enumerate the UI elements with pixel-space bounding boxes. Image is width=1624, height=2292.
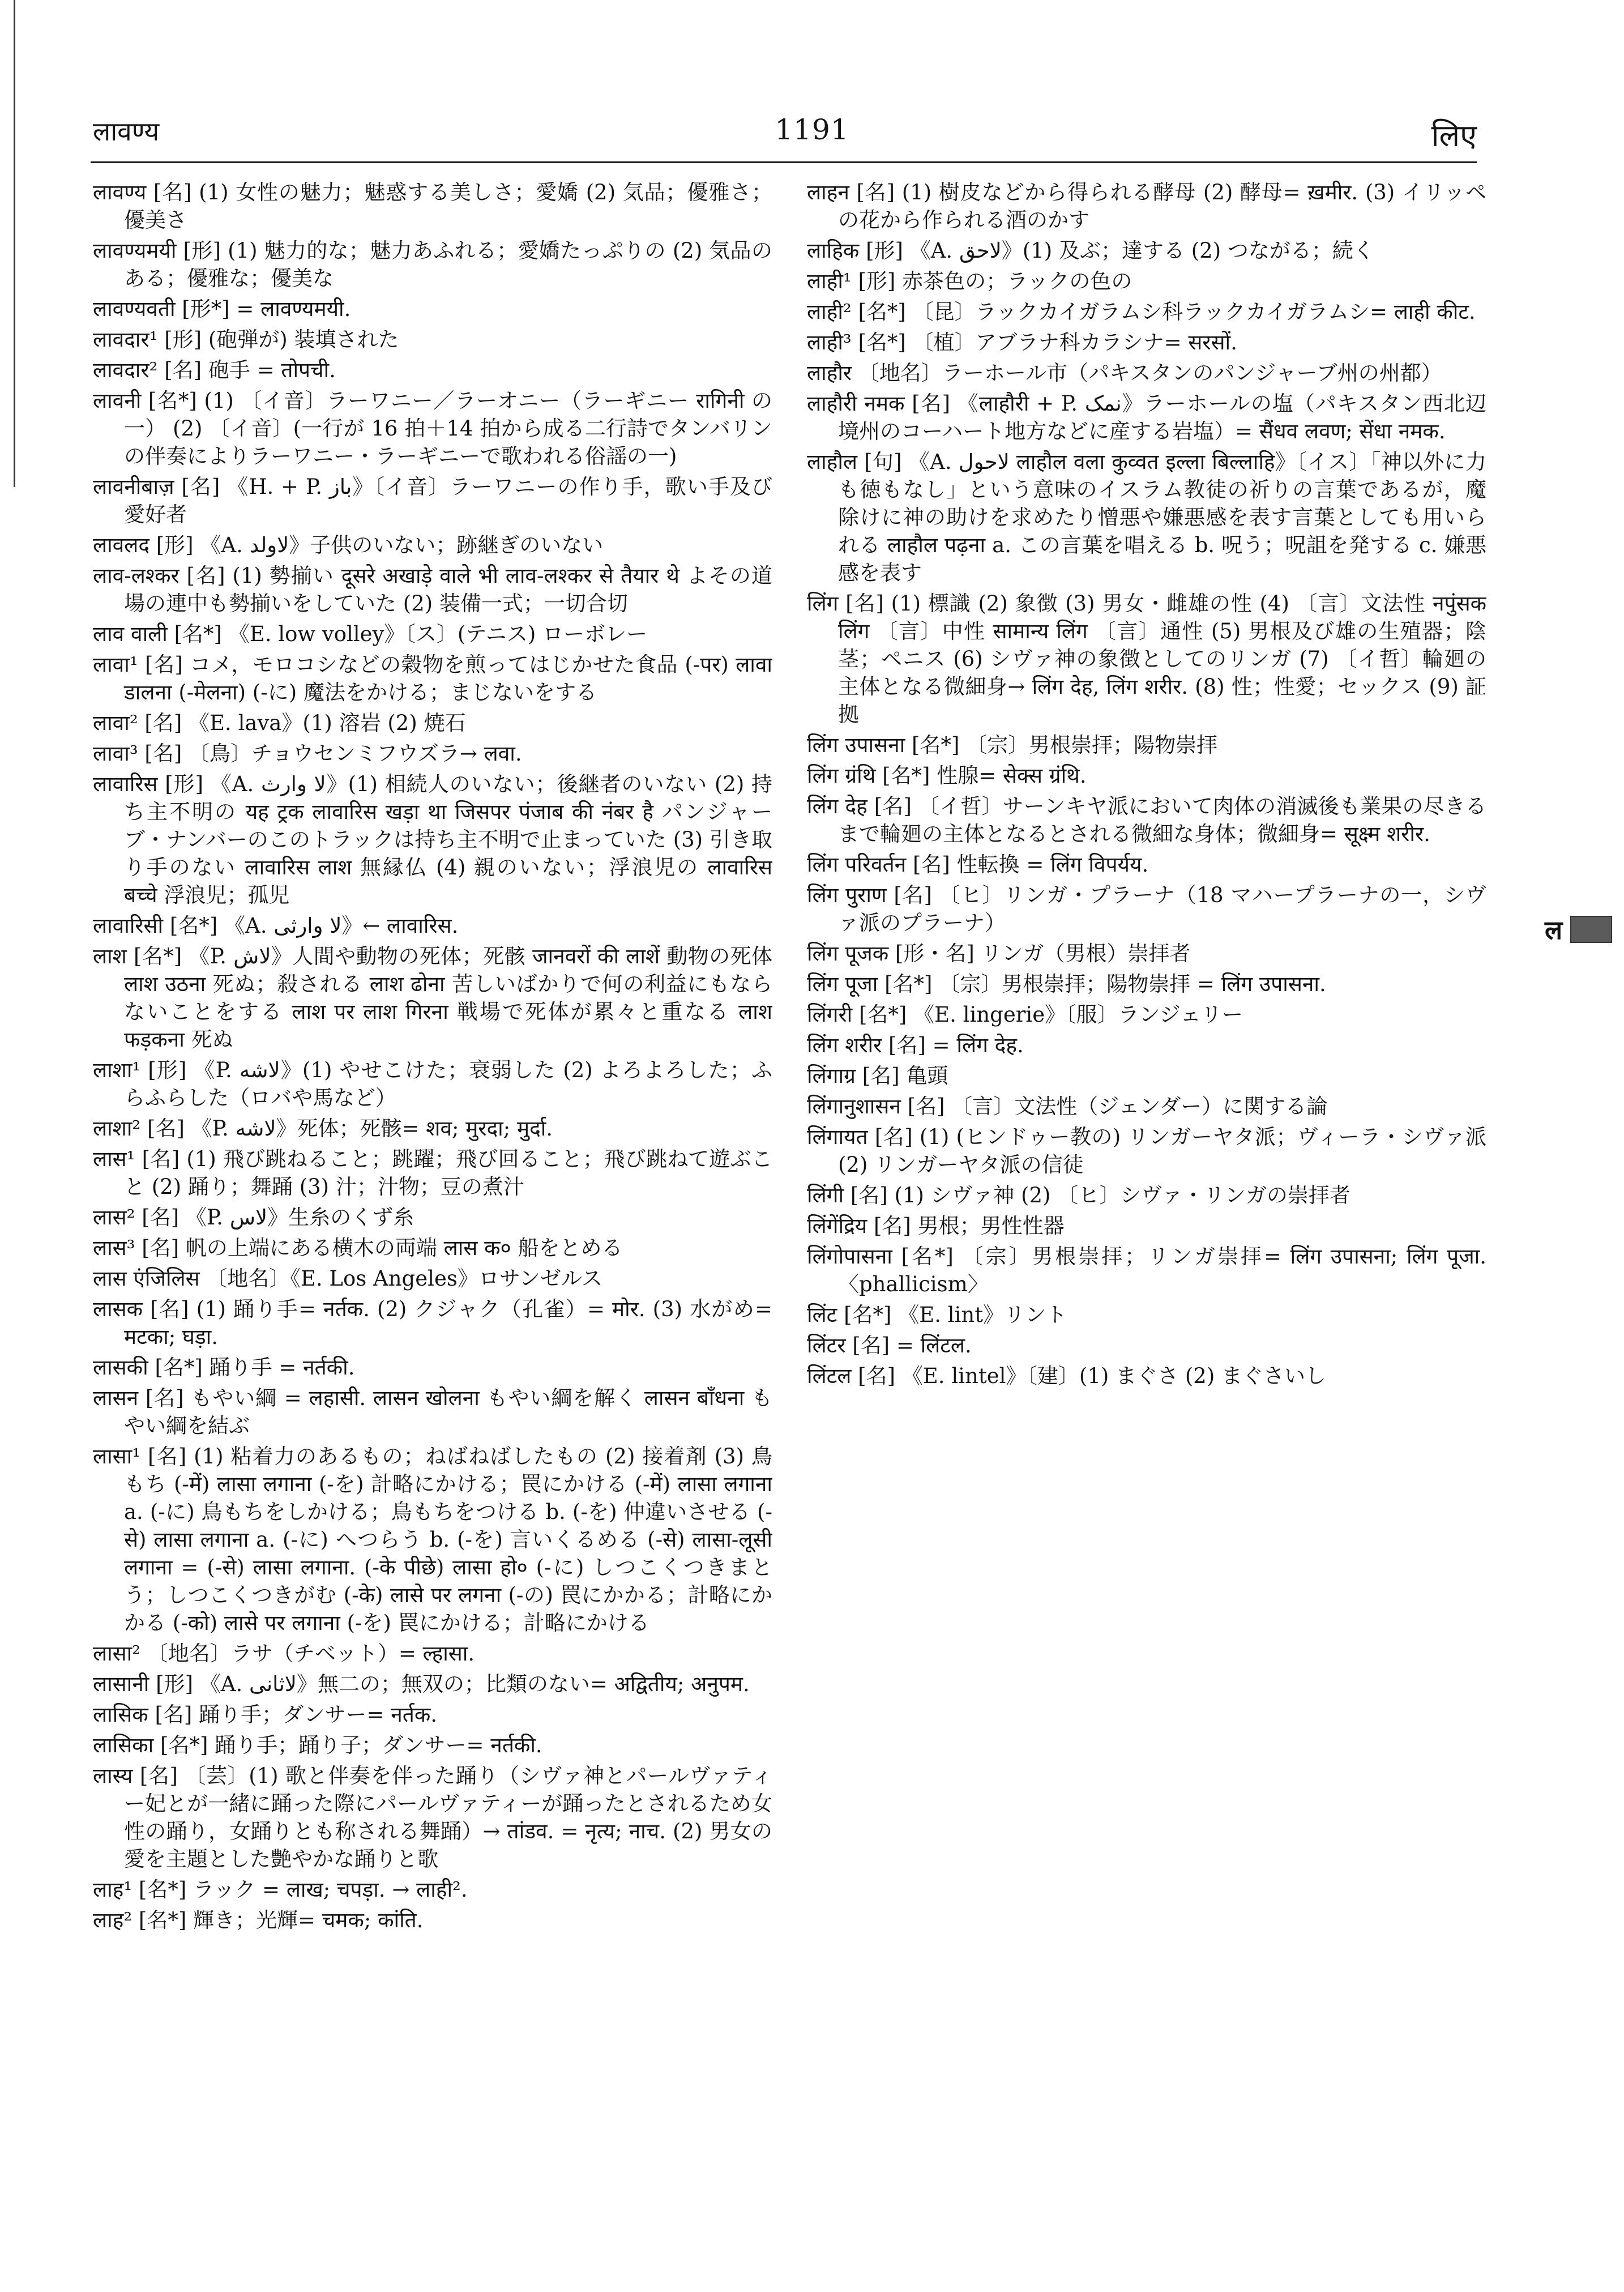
- dictionary-entry: लिंट [名*] 《E. lint》リント: [807, 1303, 1067, 1327]
- dictionary-entry: लावदार¹ [形] (砲弾が) 装填された: [93, 327, 399, 352]
- right-column: [807, 178, 1486, 2263]
- page-number: 1191: [775, 113, 849, 146]
- dictionary-entry: लास² [名] 《P. لاس》生糸のくず糸: [93, 1205, 414, 1230]
- dictionary-entry: लाही³ [名*] 〔植〕アブラナ科カラシナ= सरसों.: [807, 330, 1237, 355]
- dictionary-entry: लास्य [名] 〔芸〕(1) 歌と伴奏を伴った踊り（シヴァ神とパールヴァティー妃とが一緒に踊った際にパールヴァティーが踊ったとされるため女性の踊り，女踊りとも称される舞踊）→ तांडव. = नृत्य; नाच. (2) 男女の愛を主題とした艶やかな踊りと歌: [93, 1764, 772, 1871]
- dictionary-entry: लिंगरी [名*] 《E. lingerie》〔服〕ランジェリー: [807, 1002, 1243, 1027]
- dictionary-entry: लाहौल [句] 《A. لاحول लाहौल वला कुव्वत इल्ला बिल्लाहि》〔イス〕「神以外に力も徳もなし」という意味のイスラム教徒の祈りの言葉であるが，魔除けに神の助けを求めたり憎悪や嫌悪感を表す言葉としても用いられる लाहौल पढ़ना a. この言葉を唱える b. 呪う；呪詛を発する c. 嫌悪感を表す: [807, 450, 1486, 585]
- dictionary-entry: लाहन [名] (1) 樹皮などから得られる酵母 (2) 酵母= ख़मीर. (3) イリッペの花から作られる酒のかす: [807, 180, 1486, 232]
- dictionary-entry: लासिक [名] 踊り手；ダンサー= नर्तक.: [93, 1702, 438, 1727]
- dictionary-entry: लाशा² [名] 《P. لاشه》死体；死骸= शव; मुरदा; मुर्दा.: [93, 1116, 553, 1141]
- page-header: [0, 113, 1624, 159]
- right-guide-word: लिए: [1431, 118, 1477, 153]
- dictionary-entry: लिंटल [名] 《E. lintel》〔建〕(1) まぐさ (2) まぐさいし: [807, 1364, 1327, 1388]
- dictionary-entry: लावलद [形] 《A. لاولد》子供のいない；跡継ぎのいない: [93, 533, 604, 557]
- dictionary-entry: लिंगी [名] (1) シヴァ神 (2) 〔ヒ〕シヴァ・リンガの崇拝者: [807, 1183, 1351, 1207]
- dictionary-entry: लावण्य [名] (1) 女性の魅力；魅惑する美しさ；愛嬌 (2) 気品；優雅さ；優美さ: [93, 180, 772, 232]
- dictionary-entry: लिंगानुशासन [名] 〔言〕文法性（ジェンダー）に関する論: [807, 1094, 1328, 1119]
- dictionary-entry: लिंग देह [名] 〔イ哲〕サーンキヤ派において肉体の消滅後も業果の尽きるまで輪廻の主体となるとされる微細な身体；微細身= सूक्ष्म शरीर.: [807, 794, 1486, 846]
- dictionary-entry: लावदार² [名] 砲手 = तोपची.: [93, 358, 336, 382]
- dictionary-entry: लिंगेंद्रिय [名] 男根；男性性器: [807, 1214, 1065, 1238]
- dictionary-entry: लासक [名] (1) 踊り手= नर्तक. (2) クジャク（孔雀）= मोर. (3) 水がめ= मटका; घड़ा.: [93, 1297, 772, 1349]
- dictionary-entry: लाशा¹ [形] 《P. لاشه》(1) やせこけた；衰弱した (2) よろよろした；ふらふらした（ロバや馬など）: [93, 1058, 772, 1110]
- dictionary-entry: लाहिक [形] 《A. لاحق》(1) 及ぶ；達する (2) つながる；続く: [807, 238, 1374, 263]
- dictionary-entry: लिंगोपासना [名*] 〔宗〕男根崇拝；リンガ崇拝= लिंग उपासना; लिंग पूजा. 〈phallicism〉: [807, 1244, 1486, 1296]
- left-guide-word: लावण्य: [93, 116, 160, 147]
- dictionary-entry: लावण्यवती [形*] = लावण्यमयी.: [93, 297, 351, 321]
- dictionary-entry: लिंग ग्रंथि [名*] 性腺= सेक्स ग्रंथि.: [807, 763, 1087, 788]
- dictionary-entry: लिंग पूजा [名*] 〔宗〕男根崇拝；陽物崇拝 = लिंग उपासना.: [807, 972, 1326, 996]
- dictionary-entry: लावण्यमयी [形] (1) 魅力的な；魅力あふれる；愛嬌たっぷりの (2) 気品のある；優雅な；優美な: [93, 238, 772, 291]
- dictionary-entry: लावारिसी [名*] 《A. لا وارثی》← लावारिस.: [93, 914, 459, 938]
- thumb-index-marker: [1570, 916, 1612, 943]
- dictionary-entry: लावनीबाज़ [名] 《H. + P. باز》〔イ音〕ラーワニーの作り手，歌い手及び愛好者: [93, 475, 772, 527]
- dictionary-entry: लास एंजिलिस 〔地名〕《E. Los Angeles》ロサンゼルス: [93, 1266, 602, 1291]
- dictionary-entry: लाव-लश्कर [名] (1) 勢揃い दूसरे अखाड़े वाले भी लाव-लश्कर से तैयार थे よその道場の連中も勢揃いをしていた (2) 装備一式；一切合切: [93, 564, 772, 616]
- dictionary-entry: लाह¹ [名*] ラック = लाख; चपड़ा. → लाही².: [93, 1877, 468, 1902]
- left-column: [93, 178, 772, 2263]
- thumb-index-tab: [1539, 912, 1624, 947]
- dictionary-entry: लिंग पूजक [形・名] リンガ（男根）崇拝者: [807, 941, 1191, 966]
- thumb-index-letter: ल: [1545, 915, 1563, 945]
- dictionary-entry: लाही¹ [形] 赤茶色の；ラックの色の: [807, 269, 1132, 293]
- dictionary-entry: लावा¹ [名] コメ，モロコシなどの穀物を煎ってはじかせた食品 (-पर) लावा डालना (-मेलना) (-に) 魔法をかける；まじないをする: [93, 652, 772, 705]
- dictionary-entry: लासन [名] もやい綱 = लहासी. लासन खोलना もやい綱を解く लासन बाँधना もやい綱を結ぶ: [93, 1386, 772, 1438]
- dictionary-entry: लाही² [名*] 〔昆〕ラックカイガラムシ科ラックカイガラムシ= लाही कीट.: [807, 300, 1476, 324]
- dictionary-entry: लिंग [名] (1) 標識 (2) 象徴 (3) 男女・雌雄の性 (4) 〔言〕文法性 नपुंसक लिंग 〔言〕中性 सामान्य लिंग 〔言〕通性 (5) 男根及び雄の生殖器；陰茎；ペニス (6) シヴァ神の象徴としてのリンガ (7) 〔イ哲〕輪廻の主体となる微細身→ लिंग देह, लिंग शरीर. (8) 性；性愛；セックス (9) 証拠: [807, 591, 1486, 727]
- header-rule: [91, 161, 1477, 163]
- dictionary-entry: लिंग पुराण [名] 〔ヒ〕リンガ・プラーナ（18 マハープラーナの一，シヴァ派のプラーナ）: [807, 883, 1486, 935]
- dictionary-entry: लास³ [名] 帆の上端にある横木の両端 लास क० 船をとめる: [93, 1236, 623, 1260]
- dictionary-entry: लावारिस [形] 《A. لا وارث》(1) 相続人のいない；後継者のいない (2) 持ち主不明の यह ट्रक लावारिस खड़ा था जिसपर पंजाब की नंबर है パンジャーブ・ナンバーのこのトラックは持ち主不明で止まっていた (3) 引き取り手のない लावारिस लाश 無縁仏 (4) 親のいない；浮浪児の लावारिस बच्चे 浮浪児；孤児: [93, 772, 772, 907]
- dictionary-entry: लिंग शरीर [名] = लिंग देह.: [807, 1033, 1024, 1057]
- dictionary-entry: लाव वाली [名*] 《E. low volley》〔ス〕(テニス) ローボレー: [93, 622, 648, 646]
- dictionary-entry: लावा² [名] 《E. lava》(1) 溶岩 (2) 焼石: [93, 711, 466, 735]
- dictionary-entry: लाहौरी नमक [名] 《लाहौरी + P. نمک》ラーホールの塩（パキスタン西北辺境州のコーハート地方などに産する岩塩）= सैंधव लवण; सेंधा नमक.: [807, 391, 1486, 443]
- dictionary-entry: लासिका [名*] 踊り手；踊り子；ダンサー= नर्तकी.: [93, 1733, 542, 1757]
- dictionary-entry: लासा¹ [名] (1) 粘着力のあるもの；ねばねばしたもの (2) 接着剤 (3) 鳥もち (-में) लासा लगाना (-を) 計略にかける；罠にかける (-में) लासा लगाना a. (-に) 鳥もちをしかける；鳥もちをつける b. (-を) 仲違いさせる (-से) लासा लगाना a. (-に) へつらう b. (-を) 言いくるめる (-से) लासा-लूसी लगाना = (-से) लासा लगाना. (-के पीछे) लासा हो० (-に) しつこくつきまとう；しつこくつきがむ (-के) लासे पर लगना (-の) 罠にかかる；計略にかかる (-को) लासे पर लगाना (-を) 罠にかける；計略にかける: [93, 1444, 772, 1635]
- dictionary-entry: लिंगाग्र [名] 亀頭: [807, 1064, 948, 1088]
- page-binding-edge: [14, 0, 15, 487]
- dictionary-entry: लिंगायत [名] (1) (ヒンドゥー教の) リンガーヤタ派；ヴィーラ・シヴァ派 (2) リンガーヤタ派の信徒: [807, 1125, 1486, 1177]
- dictionary-entry: लाह² [名*] 輝き；光輝= चमक; कांति.: [93, 1908, 424, 1932]
- dictionary-entry: लावनी [名*] (1) 〔イ音〕ラーワニー／ラーオニー（ラーギニー रागिनी の一） (2) 〔イ音〕(一行が 16 拍＋14 拍から成る二行詩でタンバリンの伴奏によりラーワニー・ラーギニーで歌われる俗謡の一): [93, 389, 772, 468]
- dictionary-entry: लाहौर 〔地名〕ラーホール市（パキスタンのパンジャーブ州の州都）: [807, 361, 1442, 385]
- dictionary-entry: लावा³ [名] 〔鳥〕チョウセンミフウズラ→ लवा.: [93, 741, 522, 766]
- dictionary-entry: लासा² 〔地名〕ラサ（チベット）= ल्हासा.: [93, 1641, 475, 1666]
- dictionary-entry: लासकी [名*] 踊り手 = नर्तकी.: [93, 1355, 355, 1380]
- dictionary-entry: लिंग परिवर्तन [名] 性転換 = लिंग विपर्यय.: [807, 852, 1149, 877]
- dictionary-entry: लासानी [形] 《A. لاثانی》無二の；無双の；比類のない= अद्वितीय; अनुपम.: [93, 1672, 750, 1696]
- dictionary-entry: लिंटर [名] = लिंटल.: [807, 1333, 972, 1358]
- dictionary-entry: लिंग उपासना [名*] 〔宗〕男根崇拝；陽物崇拝: [807, 733, 1218, 757]
- dictionary-entry: लास¹ [名] (1) 飛び跳ねること；跳躍；飛び回ること；飛び跳ねて遊ぶこと (2) 踊り；舞踊 (3) 汁；汁物；豆の煮汁: [93, 1147, 772, 1199]
- dictionary-entry: लाश [名*] 《P. لاش》人間や動物の死体；死骸 जानवरों की लाशें 動物の死体 लाश उठना 死ぬ；殺される लाश ढोना 苦しいばかりで何の利益にもならないことをする लाश पर लाश गिरना 戦場で死体が累々と重なる लाश फड़कना 死ぬ: [93, 944, 772, 1052]
